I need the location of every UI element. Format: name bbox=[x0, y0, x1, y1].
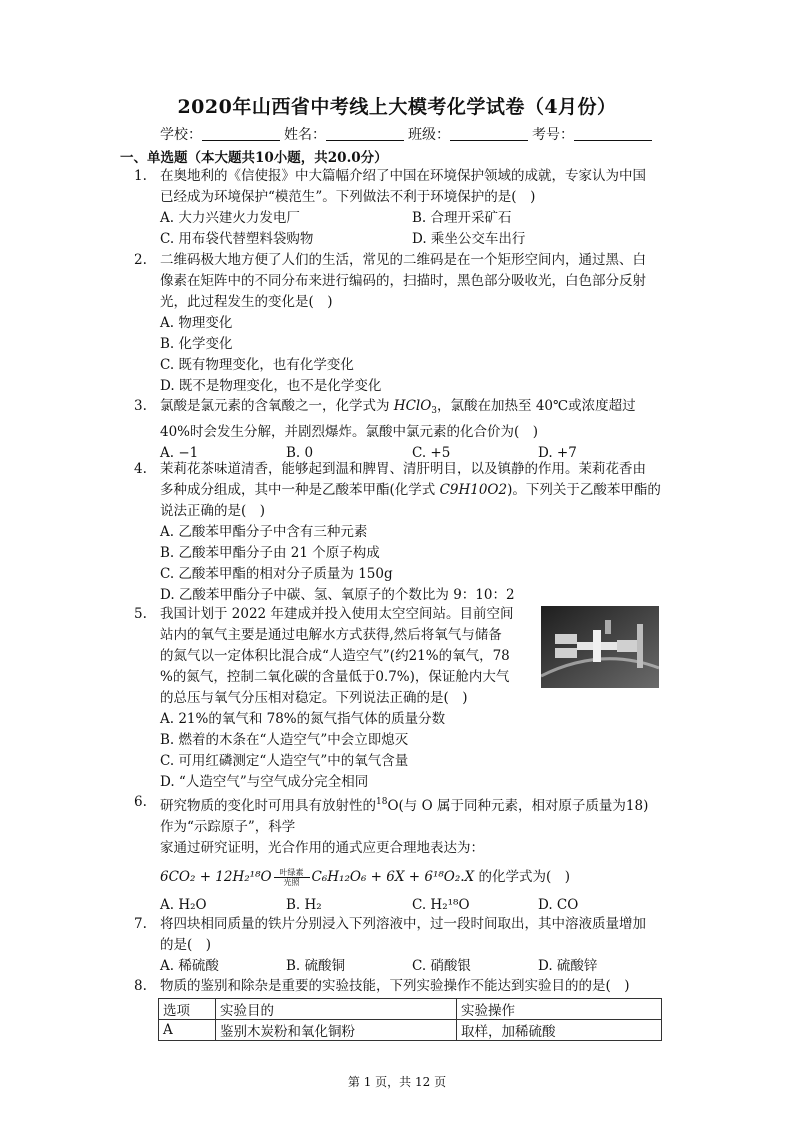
option-d[interactable]: D. +7 bbox=[538, 445, 577, 461]
option-b[interactable]: B. 硫酸铜 bbox=[286, 958, 346, 974]
option-c[interactable]: C. 既有物理变化，也有化学变化 bbox=[160, 357, 354, 373]
question-number: 4. bbox=[134, 461, 147, 477]
option-c[interactable]: C. 乙酸苯甲酯的相对分子质量为 150g bbox=[160, 566, 393, 582]
question-text: 多种成分组成，其中一种是乙酸苯甲酯(化学式 C9H10O2)。下列关于乙酸苯甲酯的 bbox=[160, 482, 661, 498]
question-number: 2. bbox=[134, 252, 147, 268]
question-text: 的氮气以一定体积比混合成“人造空气”(约21%的氧气，78 bbox=[160, 648, 510, 664]
option-c[interactable]: C. 用布袋代替塑料袋购物 bbox=[160, 231, 314, 247]
school-blank[interactable] bbox=[202, 126, 280, 141]
space-station-image bbox=[541, 606, 659, 688]
question-1 bbox=[134, 166, 665, 250]
name-label: 姓名： bbox=[284, 127, 326, 143]
question-number: 3. bbox=[134, 398, 147, 414]
photosynthesis-equation: 6CO₂ + 12H₂¹⁸O 叶绿素 光照 C₆H₁₂O₆ + 6X + 6¹⁸O₂.X 的化学式为( ) bbox=[160, 868, 570, 887]
question-3 bbox=[134, 396, 665, 464]
option-b[interactable]: B. 乙酸苯甲酯分子由 21 个原子构成 bbox=[160, 545, 380, 561]
page-footer: 第 1 页，共 12 页 bbox=[347, 1075, 447, 1089]
question-text: %的氮气，控制二氧化碳的含量低于0.7%)，保证舱内大气 bbox=[160, 669, 510, 685]
question-text: 研究物质的变化时可用具有放射性的$^{18}$O(与 O 属于同种元素，相对原子质量为18) bbox=[160, 797, 649, 814]
table-row bbox=[159, 1020, 662, 1041]
option-a[interactable]: A. 物理变化 bbox=[160, 315, 233, 331]
section-heading: 一、单选题（本大题共10小题，共20.0分） bbox=[120, 150, 388, 166]
option-c[interactable]: C. +5 bbox=[412, 445, 451, 461]
name-blank[interactable] bbox=[326, 126, 404, 141]
table-header: 实验目的 bbox=[216, 999, 457, 1020]
question-text: 的总压与氧气分压相对稳定。下列说法正确的是( ) bbox=[160, 690, 468, 706]
option-d[interactable]: D. “人造空气”与空气成分完全相同 bbox=[160, 774, 369, 790]
question-text: 二维码极大地方便了人们的生活，常见的二维码是在一个矩形空间内，通过黑、白 bbox=[160, 252, 646, 268]
option-b[interactable]: B. 化学变化 bbox=[160, 336, 233, 352]
option-d[interactable]: D. 硫酸锌 bbox=[538, 958, 598, 974]
option-c[interactable]: C. 可用红磷测定“人造空气”中的氧气含量 bbox=[160, 753, 409, 769]
option-b[interactable]: B. 燃着的木条在“人造空气”中会立即熄灭 bbox=[160, 732, 409, 748]
exam-no-label: 考号： bbox=[532, 127, 574, 143]
question-number: 5. bbox=[134, 606, 147, 622]
option-a[interactable]: A. 乙酸苯甲酯分子中含有三种元素 bbox=[160, 524, 368, 540]
question-8 bbox=[134, 976, 665, 997]
table-header: 选项 bbox=[159, 999, 216, 1020]
question-text: 作为“示踪原子”，科学 bbox=[160, 819, 296, 835]
table-cell: 取样，加稀硫酸 bbox=[457, 1020, 662, 1041]
question-text: 的是( ) bbox=[160, 937, 212, 953]
option-c[interactable]: C. 硝酸银 bbox=[412, 958, 471, 974]
option-d[interactable]: D. 乙酸苯甲酯分子中碳、氢、氧原子的个数比为 9：10：2 bbox=[160, 587, 515, 603]
option-a[interactable]: A. 稀硫酸 bbox=[160, 958, 219, 974]
question-text: 已经成为环境保护“模范生”。下列做法不利于环境保护的是( ) bbox=[160, 189, 536, 205]
table-header-row bbox=[159, 999, 662, 1020]
option-b[interactable]: B. H₂ bbox=[286, 897, 322, 913]
option-b[interactable]: B. 合理开采矿石 bbox=[412, 210, 512, 226]
student-info bbox=[160, 124, 656, 144]
class-blank[interactable] bbox=[450, 126, 528, 141]
question-text: 我国计划于 2022 年建成并投入使用太空空间站。目前空间 bbox=[160, 606, 514, 622]
question-text: 说法正确的是( ) bbox=[160, 503, 266, 519]
space-station-icon bbox=[541, 606, 659, 688]
question-text: 40%时会发生分解，并剧烈爆炸。氯酸中氯元素的化合价为( ) bbox=[160, 424, 539, 440]
exam-no-blank[interactable] bbox=[574, 126, 652, 141]
table-cell: A bbox=[159, 1020, 216, 1041]
option-d[interactable]: D. CO bbox=[538, 897, 579, 913]
question-number: 8. bbox=[134, 978, 147, 994]
question-number: 7. bbox=[134, 916, 147, 932]
option-a[interactable]: A. H₂O bbox=[160, 897, 207, 913]
question-text: 茉莉花茶味道清香，能够起到温和脾胃、清肝明目，以及镇静的作用。茉莉花香由 bbox=[160, 461, 646, 477]
table-cell: 鉴别木炭粉和氧化铜粉 bbox=[216, 1020, 457, 1041]
question-text: 光，此过程发生的变化是( ) bbox=[160, 294, 333, 310]
question-text: 像素在矩阵中的不同分布来进行编码的，扫描时，黑色部分吸收光，白色部分反射 bbox=[160, 273, 646, 289]
option-b[interactable]: B. 0 bbox=[286, 445, 314, 461]
option-c[interactable]: C. H₂¹⁸O bbox=[412, 897, 470, 913]
question-text: 在奥地利的《信使报》中大篇幅介绍了中国在环境保护领域的成就，专家认为中国 bbox=[160, 168, 646, 184]
question-text: 氯酸是氯元素的含氧酸之一，化学式为 HClO$_3$，氯酸在加热至 40℃或浓度超过 bbox=[160, 398, 636, 416]
option-d[interactable]: D. 既不是物理变化，也不是化学变化 bbox=[160, 378, 382, 394]
question-6 bbox=[134, 792, 665, 916]
question-text: 站内的氧气主要是通过电解水方式获得,然后将氧气与储备 bbox=[160, 627, 502, 643]
question-text: 物质的鉴别和除杂是重要的实验技能，下列实验操作不能达到实验目的的是( ) bbox=[160, 978, 630, 994]
option-a[interactable]: A. −1 bbox=[160, 445, 199, 461]
question-7 bbox=[134, 914, 665, 977]
page-title: 2020年山西省中考线上大模考化学试卷（4月份） bbox=[177, 96, 617, 118]
option-d[interactable]: D. 乘坐公交车出行 bbox=[412, 231, 526, 247]
chemical-formula: C9H10O2 bbox=[439, 482, 508, 498]
chemical-formula: HClO bbox=[393, 398, 432, 414]
class-label: 班级： bbox=[408, 127, 450, 143]
option-a[interactable]: A. 21%的氧气和 78%的氮气指气体的质量分数 bbox=[160, 711, 446, 727]
question-number: 6. bbox=[134, 794, 147, 810]
option-a[interactable]: A. 大力兴建火力发电厂 bbox=[160, 210, 300, 226]
question-2 bbox=[134, 250, 665, 397]
question-text: 将四块相同质量的铁片分别浸入下列溶液中，过一段时间取出，其中溶液质量增加 bbox=[160, 916, 646, 932]
question-text: 家通过研究证明，光合作用的通式应更合理地表达为： bbox=[160, 840, 484, 856]
experiment-table bbox=[158, 998, 662, 1041]
table-header: 实验操作 bbox=[457, 999, 662, 1020]
school-label: 学校： bbox=[160, 127, 202, 143]
question-number: 1. bbox=[134, 168, 147, 184]
question-4 bbox=[134, 459, 665, 606]
